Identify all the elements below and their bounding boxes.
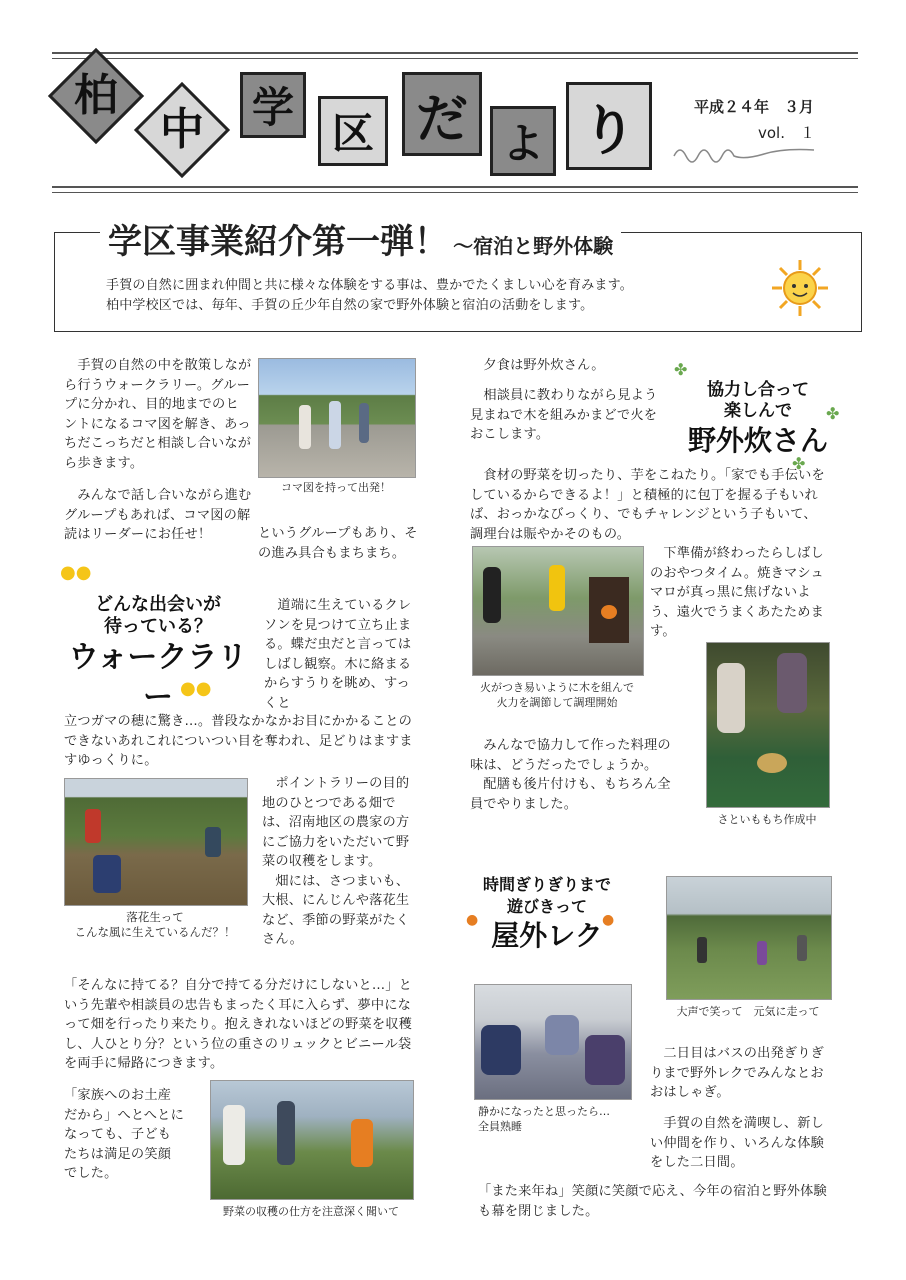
walk-paragraph-5: 「そんなに持てる？自分で持てる分だけにしないと…」という先輩や相談員の忠告もまったく耳に入らず、夢中になって畑を行ったり来たり。抱えきれないほどの野菜を収穫し、人ひとり分？という位の重さのリュックとビニール袋を両手に帰路につきます。 (64, 978, 413, 1071)
photo-bus-caption-line-1: 静かになったと思ったら… (478, 1105, 610, 1118)
cooking-paragraph-1: 夕食は野外炊さん。 (470, 358, 605, 373)
title-char-5: だ (402, 72, 482, 156)
title-char-2: 中 (134, 82, 230, 178)
issue-date: 平成２４年 ３月 (694, 98, 815, 116)
walk-heading-line-1: どんな出会いが (95, 594, 221, 615)
walk-paragraph-3b: 立つガマの穂に驚き…。普段なかなかお目にかかることのできないあれこれについつい目を奪われ、足どりはますますゆっくりに。 (64, 714, 413, 768)
chick-icon: ●● (180, 678, 212, 699)
cooking-paragraph-3: 食材の野菜を切ったり、芋をこねたり。「家でも手伝いをしているからできるよ！」と積極的に包丁を握る子もいれば、おっかなびっくり、でもチャレンジという子もいて、調理台は賑やかそのもの。 (470, 468, 825, 542)
cooking-paragraph-4: 下準備が終わったらしばしのおやつタイム。焼きマシュマロが真っ黒に焦げないよう、遠火でうまくあたためます。 (650, 546, 825, 639)
recreation-paragraph-1: 二日目はバスの出発ぎりぎりまで野外レクでみんなとおおはしゃぎ。 (650, 1046, 825, 1100)
photo-campfire-caption (462, 680, 652, 710)
photo-peanut-field (64, 778, 248, 906)
walk-paragraph-3a: 道端に生えているクレソンを見つけて立ち止まる。蝶だ虫だと言ってはしばし観察。木に絡まるからすうりを眺め、すっくと (264, 598, 412, 711)
intro-subtitle: ～宿泊と野外体験 (453, 234, 614, 258)
photo-walk-start-caption: コマ図を持って出発！ (281, 481, 391, 494)
photo-outdoor-caption: 大声で笑って 元気に走って (676, 1005, 820, 1018)
photo-walk-start (258, 358, 416, 478)
cooking-heading-main: 野外炊さん (688, 424, 829, 457)
intro-line-1: 手賀の自然に囲まれ仲間と共に様々な体験をする事は、豊かでたくましい心を育みます。 (106, 278, 633, 293)
ladybug-icon: ● (602, 912, 615, 928)
photo-bus-sleeping (474, 984, 632, 1100)
issue-volume: vol. １ (758, 124, 815, 142)
photo-outdoor-play (666, 876, 832, 1000)
intro-heading (100, 214, 621, 263)
walk-paragraph-6: 「家族へのお土産だから」へとへとになっても、子どもたちは満足の笑顔でした。 (64, 1088, 184, 1181)
recreation-heading-line-2: 遊びきって (506, 897, 587, 916)
photo-campfire (472, 546, 644, 676)
clover-icon: ✤ (674, 360, 688, 379)
title-char-7: り (566, 82, 652, 170)
recreation-heading-main: 屋外レク (491, 919, 603, 952)
title-char-6: よ (490, 106, 556, 176)
walk-paragraph-4: ポイントラリーの目的地のひとつである畑では、沼南地区の農家の方にご協力をいただいて野菜の収穫をします。 畑には、さつまいも、大根、にんじんや落花生など、季節の野菜がたくさん。 (262, 776, 410, 947)
clover-icon: ✤ (826, 404, 840, 423)
chick-icon: ●● (60, 562, 92, 583)
walk-heading-line-2: 待っている？ (104, 616, 212, 637)
recreation-paragraph-2: 手賀の自然を満喫し、新しい仲間を作り、いろんな体験をした二日間。 (650, 1116, 825, 1170)
photo-bus-caption-line-2: 全員熟睡 (478, 1120, 522, 1133)
intro-text (106, 276, 746, 315)
walk-heading (62, 594, 254, 718)
recreation-heading-line-1: 時間ぎりぎりまで (482, 875, 611, 894)
squiggle-decoration (668, 138, 838, 168)
photo-peanut-caption-line-2: こんな風に生えているんだ？！ (74, 925, 236, 939)
walk-paragraph-2b: というグループもあり、その進み具合もまちまち。 (258, 526, 418, 561)
cooking-paragraph-2: 相談員に教わりながら見よう見まねで木を組みかまどで火をおこします。 (470, 388, 658, 442)
sun-icon (770, 258, 830, 318)
cooking-heading-line-2: 楽しんで (724, 401, 792, 421)
photo-peanut-caption (58, 910, 252, 940)
photo-harvest-caption: 野菜の収穫の仕方を注意深く聞いて (223, 1205, 399, 1218)
photo-bus-caption (468, 1104, 648, 1134)
walk-paragraph-2a: みんなで話し合いながら進むグループもあれば、コマ図の解読はリーダーにお任せ！ (64, 488, 252, 542)
photo-campfire-caption-line-1: 火がつき易いように木を組んで (480, 681, 634, 694)
cooking-heading (688, 380, 828, 460)
title-char-4: 区 (318, 96, 388, 166)
clover-icon: ✤ (792, 454, 806, 473)
walk-heading-main: ウォークラリー (68, 640, 248, 715)
ladybug-icon: ● (466, 912, 479, 928)
intro-line-2: 柏中学校区では、毎年、手賀の丘少年自然の家で野外体験と宿泊の活動をします。 (106, 297, 594, 313)
cooking-heading-line-1: 協力し合って (707, 380, 809, 400)
title-char-3: 学 (240, 72, 306, 138)
intro-title: 学区事業紹介第一弾！ (108, 222, 448, 262)
title-char-1: 柏 (48, 48, 144, 144)
photo-peanut-caption-line-1: 落花生って (126, 910, 184, 924)
recreation-paragraph-3: 「また来年ね」笑顔に笑顔で応え、今年の宿泊と野外体験も幕を閉じました。 (478, 1184, 827, 1219)
photo-harvest-listening (210, 1080, 414, 1200)
photo-taro-caption: さといももち作成中 (717, 813, 817, 826)
photo-campfire-caption-line-2: 火力を調節して調理開始 (496, 696, 618, 709)
cooking-paragraph-5: みんなで協力して作った料理の味は、どうだったでしょうか。 配膳も後片付けも、もちろん全員でやりました。 (470, 738, 671, 812)
photo-taro-mochi (706, 642, 830, 808)
walk-paragraph-1: 手賀の自然の中を散策しながら行うウォークラリー。グループに分かれ、目的地までのヒントになるコマ図を解き、あっちだこっちだと相談し合いながら歩きます。 (64, 358, 252, 471)
